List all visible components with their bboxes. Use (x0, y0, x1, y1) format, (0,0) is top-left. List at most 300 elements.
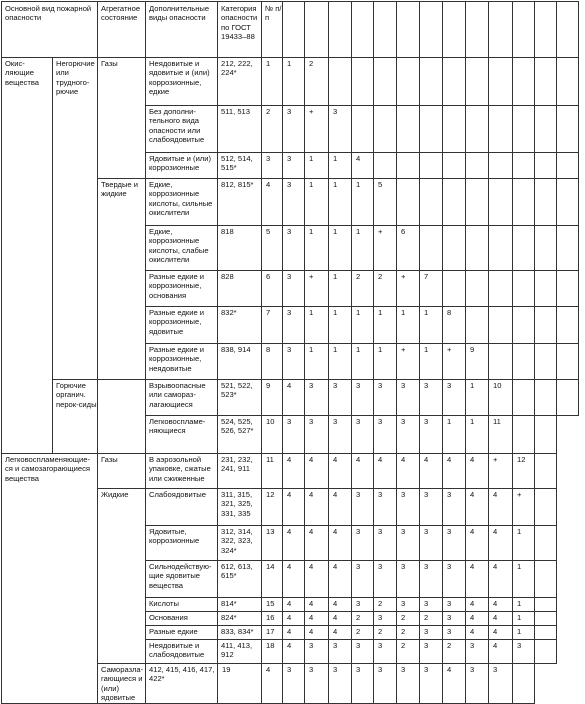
empty-cell (489, 153, 513, 179)
empty-cell (535, 598, 557, 612)
table-cell: 1 (420, 307, 443, 344)
row-number: 17 (262, 626, 283, 640)
hazard-description: Едкие, коррозионные кислоты, сильные окислители (146, 179, 218, 226)
empty-cell (513, 58, 535, 106)
table-cell: 1 (420, 344, 443, 380)
table-cell: 2 (397, 612, 420, 626)
empty-cell (420, 2, 443, 58)
group-oxidizing: Окис-ляющие вещества (2, 58, 53, 454)
table-cell: 4 (329, 626, 352, 640)
table-cell: 1 (397, 307, 420, 344)
empty-cell (535, 626, 557, 640)
table-cell: 4 (283, 489, 305, 526)
empty-cell (535, 344, 557, 380)
category-cell: 824* (218, 612, 262, 626)
table-cell: 3 (374, 664, 397, 704)
empty-cell (535, 226, 557, 271)
empty-cell (443, 179, 466, 226)
row-number: 7 (262, 307, 283, 344)
table-cell: 12 (513, 454, 535, 489)
empty-cell (374, 106, 397, 153)
empty-cell (557, 2, 579, 58)
table-cell: 4 (329, 526, 352, 561)
row-number: 1 (262, 58, 283, 106)
table-cell: 4 (305, 489, 329, 526)
row-number: 15 (262, 598, 283, 612)
header-state: Агрегатное состояние (98, 2, 146, 58)
table-cell: 4 (305, 626, 329, 640)
row-number: 5 (262, 226, 283, 271)
table-cell: 1 (329, 179, 352, 226)
empty-cell (489, 226, 513, 271)
empty-cell (374, 58, 397, 106)
table-cell: 3 (420, 598, 443, 612)
empty-cell (557, 106, 579, 153)
table-cell: 4 (443, 664, 466, 704)
table-cell: 1 (513, 598, 535, 612)
row-number: 6 (262, 271, 283, 307)
table-cell: 4 (489, 640, 513, 664)
table-cell: 1 (352, 226, 374, 271)
empty-cell (397, 58, 420, 106)
table-cell: 6 (397, 226, 420, 271)
empty-cell (557, 153, 579, 179)
empty-cell (397, 2, 420, 58)
table-cell: 3 (397, 526, 420, 561)
empty-cell (535, 640, 557, 664)
hazard-description: Сильнодействую-щие ядовитые вещества (146, 561, 218, 598)
hazard-description: Основания (146, 612, 218, 626)
row-number: 14 (262, 561, 283, 598)
table-cell: 4 (420, 454, 443, 489)
table-cell: 4 (489, 526, 513, 561)
category-cell: 311, 315, 321, 325, 331, 335 (218, 489, 262, 526)
table-cell: 3 (352, 598, 374, 612)
table-cell: 3 (420, 626, 443, 640)
table-cell: 3 (283, 106, 305, 153)
table-cell: 3 (283, 179, 305, 226)
table-cell: 3 (443, 598, 466, 612)
row-number: 11 (262, 454, 283, 489)
table-cell: 1 (513, 561, 535, 598)
table-cell: 4 (283, 561, 305, 598)
category-cell: 412, 415, 416, 417, 422* (146, 664, 218, 704)
table-cell: 2 (397, 640, 420, 664)
table-cell: 3 (283, 416, 305, 454)
table-cell: 4 (329, 454, 352, 489)
table-row (2, 58, 579, 106)
empty-cell (535, 2, 557, 58)
table-cell: 1 (305, 344, 329, 380)
empty-cell (513, 271, 535, 307)
table-cell: 3 (374, 640, 397, 664)
category-cell: 512, 514, 515* (218, 153, 262, 179)
empty-cell (535, 58, 557, 106)
table-cell: 4 (283, 380, 305, 416)
table-cell: 3 (420, 416, 443, 454)
table-cell: 4 (352, 153, 374, 179)
empty-cell (513, 380, 535, 416)
empty-cell (557, 307, 579, 344)
empty-cell (420, 106, 443, 153)
category-cell: 312, 314, 322, 323, 324* (218, 526, 262, 561)
table-header-row (2, 2, 579, 58)
table-cell: 3 (283, 153, 305, 179)
table-cell: 2 (443, 640, 466, 664)
empty-cell (329, 2, 352, 58)
table-cell: 4 (466, 526, 489, 561)
table-cell: 4 (262, 664, 283, 704)
table-cell: 1 (466, 380, 489, 416)
category-cell: 812, 815* (218, 179, 262, 226)
table-cell: 3 (283, 307, 305, 344)
empty-cell (489, 179, 513, 226)
table-cell: 1 (374, 307, 397, 344)
table-cell: 4 (329, 561, 352, 598)
group-organic-peroxides: Горючие органич. перок-сиды (53, 380, 98, 454)
table-cell: 4 (352, 454, 374, 489)
table-cell: 2 (397, 626, 420, 640)
category-cell: 524, 525, 526, 527* (218, 416, 262, 454)
table-cell: 3 (352, 416, 374, 454)
hazard-description: Едкие, коррозионные кислоты, слабые окислители (146, 226, 218, 271)
empty-cell (513, 179, 535, 226)
table-cell: 3 (420, 664, 443, 704)
empty-cell (420, 226, 443, 271)
hazard-description: Взрывоопасные или самораз-лагающиеся (146, 380, 218, 416)
table-cell: 3 (283, 226, 305, 271)
table-cell: 3 (397, 416, 420, 454)
empty-cell (443, 106, 466, 153)
category-cell: 411, 413, 912 (218, 640, 262, 664)
empty-cell (557, 226, 579, 271)
row-number: 9 (262, 380, 283, 416)
hazard-description: В аэрозольной упаковке, сжатые или сжиженные (146, 454, 218, 489)
empty-cell (513, 307, 535, 344)
empty-cell (557, 344, 579, 380)
empty-cell (352, 106, 374, 153)
table-cell: + (443, 344, 466, 380)
row-number: 2 (262, 106, 283, 153)
empty-cell (535, 271, 557, 307)
hazard-description: Разные едкие (146, 626, 218, 640)
empty-cell (535, 526, 557, 561)
group-nonflammable: Негорючие или трудного-рючие (53, 58, 98, 380)
table-cell: 4 (489, 489, 513, 526)
table-cell: 4 (283, 454, 305, 489)
table-cell: 1 (513, 526, 535, 561)
table-cell: 4 (466, 489, 489, 526)
empty-cell (535, 307, 557, 344)
empty-cell (489, 58, 513, 106)
empty-cell (489, 344, 513, 380)
table-cell: 3 (329, 664, 352, 704)
empty-cell (557, 179, 579, 226)
empty-cell (374, 2, 397, 58)
empty-cell (466, 153, 489, 179)
empty-cell (352, 2, 374, 58)
table-cell: 4 (466, 454, 489, 489)
state-gases: Газы (98, 58, 146, 179)
hazard-description: Разные едкие и коррозионные, неядовитые (146, 344, 218, 380)
table-cell: 3 (513, 640, 535, 664)
empty-cell (466, 106, 489, 153)
table-cell: 3 (352, 561, 374, 598)
table-cell: 1 (329, 153, 352, 179)
empty-cell (535, 416, 557, 454)
empty-cell (466, 179, 489, 226)
table-cell: 1 (443, 416, 466, 454)
table-cell: 3 (329, 416, 352, 454)
table-cell: 1 (283, 58, 305, 106)
empty-cell (535, 153, 557, 179)
table-cell: 4 (283, 526, 305, 561)
header-number: № п/п (262, 2, 283, 58)
empty-cell (489, 307, 513, 344)
empty-cell (557, 58, 579, 106)
empty-cell (535, 561, 557, 598)
category-cell: 521, 522, 523* (218, 380, 262, 416)
table-cell: 3 (305, 664, 329, 704)
empty-cell (466, 58, 489, 106)
category-cell: 818 (218, 226, 262, 271)
group-flammable: Легковоспламеняющие-ся и самозагорающиеся вещества (2, 454, 98, 704)
empty-cell (420, 153, 443, 179)
table-cell: 3 (374, 416, 397, 454)
table-cell: 4 (283, 626, 305, 640)
table-cell: 10 (489, 380, 513, 416)
row-number: 16 (262, 612, 283, 626)
empty-cell (443, 2, 466, 58)
table-cell: 3 (397, 489, 420, 526)
table-cell: 3 (420, 561, 443, 598)
table-cell: 3 (352, 640, 374, 664)
table-cell: 1 (329, 344, 352, 380)
hazard-description: Ядовитые, коррозионные (146, 526, 218, 561)
table-cell: 1 (329, 271, 352, 307)
table-cell: 4 (489, 598, 513, 612)
table-cell: 3 (397, 664, 420, 704)
empty-cell (535, 380, 557, 416)
table-cell: 4 (283, 640, 305, 664)
table-cell: + (305, 106, 329, 153)
empty-cell (466, 226, 489, 271)
table-cell: 4 (329, 489, 352, 526)
table-cell: 1 (352, 307, 374, 344)
table-cell: 4 (397, 454, 420, 489)
empty-cell (513, 2, 535, 58)
table-cell: 4 (305, 598, 329, 612)
table-cell: 7 (420, 271, 443, 307)
table-cell: 4 (489, 626, 513, 640)
table-cell: 1 (352, 179, 374, 226)
table-cell: 3 (305, 380, 329, 416)
empty-cell (557, 380, 579, 416)
table-cell: 3 (374, 561, 397, 598)
empty-cell (374, 153, 397, 179)
table-cell: 9 (466, 344, 489, 380)
row-number: 12 (262, 489, 283, 526)
table-cell: 4 (374, 454, 397, 489)
empty-cell (443, 153, 466, 179)
table-cell: 4 (466, 612, 489, 626)
table-cell: 4 (489, 561, 513, 598)
table-cell: 11 (489, 416, 513, 454)
table-cell: 4 (305, 526, 329, 561)
hazard-description: Легковоспламе-няющиеся (146, 416, 218, 454)
hazard-description: Без дополни-тельного вида опасности или слабоядовитые (146, 106, 218, 153)
category-cell: 231, 232, 241, 911 (218, 454, 262, 489)
table-cell: 3 (329, 106, 352, 153)
category-cell: 511, 513 (218, 106, 262, 153)
empty-cell (513, 416, 535, 454)
hazard-description: Разные едкие и коррозионные, основания (146, 271, 218, 307)
table-cell: 1 (466, 416, 489, 454)
row-number: 10 (262, 416, 283, 454)
empty-cell (489, 2, 513, 58)
table-cell: 5 (374, 179, 397, 226)
table-cell: 3 (374, 380, 397, 416)
state-liquid: Жидкие (98, 489, 146, 664)
table-cell: 3 (443, 626, 466, 640)
category-cell: 833, 834* (218, 626, 262, 640)
table-cell: 4 (305, 612, 329, 626)
empty-cell (98, 380, 146, 454)
row-number: 3 (262, 153, 283, 179)
table-cell: 3 (443, 561, 466, 598)
table-cell: 4 (305, 561, 329, 598)
table-cell: 4 (329, 598, 352, 612)
table-cell: 3 (466, 640, 489, 664)
table-cell: 2 (374, 626, 397, 640)
state-gases-2: Газы (98, 454, 146, 489)
empty-cell (466, 307, 489, 344)
table-cell: 4 (489, 612, 513, 626)
empty-cell (535, 454, 557, 489)
state-solid-liquid: Твердые и жидкие (98, 179, 146, 380)
hazard-description: Неядовитые и ядовитые и (или) коррозионные, едкие (146, 58, 218, 106)
header-additional-hazard: Дополнительные виды опасности (146, 2, 218, 58)
empty-cell (420, 58, 443, 106)
table-cell: 2 (420, 612, 443, 626)
empty-cell (513, 226, 535, 271)
empty-cell (557, 271, 579, 307)
table-cell: 3 (374, 526, 397, 561)
table-cell: 2 (374, 271, 397, 307)
table-cell: 1 (374, 344, 397, 380)
category-cell: 828 (218, 271, 262, 307)
table-cell: + (397, 344, 420, 380)
table-cell: 2 (374, 598, 397, 612)
table-cell: 1 (513, 626, 535, 640)
table-cell: 3 (329, 640, 352, 664)
table-cell: 3 (305, 416, 329, 454)
table-cell: 3 (443, 380, 466, 416)
empty-cell (535, 612, 557, 626)
table-cell: 4 (283, 612, 305, 626)
table-row (2, 454, 579, 489)
table-cell: 1 (305, 307, 329, 344)
empty-cell (352, 58, 374, 106)
empty-cell (513, 106, 535, 153)
empty-cell (535, 179, 557, 226)
hazard-description: Кислоты (146, 598, 218, 612)
table-cell: 2 (305, 58, 329, 106)
table-cell: 3 (283, 271, 305, 307)
table-cell: 3 (283, 664, 305, 704)
table-cell: 4 (443, 454, 466, 489)
empty-cell (283, 2, 305, 58)
empty-cell (420, 179, 443, 226)
table-cell: 3 (352, 380, 374, 416)
table-cell: 3 (443, 526, 466, 561)
table-cell: 1 (305, 153, 329, 179)
table-cell: + (397, 271, 420, 307)
table-cell: 3 (352, 489, 374, 526)
table-cell: + (305, 271, 329, 307)
table-cell: 3 (420, 526, 443, 561)
row-number: 4 (262, 179, 283, 226)
table-cell: 4 (329, 612, 352, 626)
table-cell: 3 (352, 664, 374, 704)
table-cell: 4 (305, 454, 329, 489)
table-cell: + (513, 489, 535, 526)
category-cell: 212, 222, 224* (218, 58, 262, 106)
table-cell: + (374, 226, 397, 271)
category-cell: 838, 914 (218, 344, 262, 380)
table-cell: 3 (420, 640, 443, 664)
table-cell: 3 (374, 489, 397, 526)
table-cell: 3 (443, 612, 466, 626)
empty-cell (443, 271, 466, 307)
table-cell: 1 (329, 226, 352, 271)
table-cell: 4 (466, 561, 489, 598)
header-main-hazard: Основной вид пожарной опасности (2, 2, 98, 58)
row-number: 13 (262, 526, 283, 561)
table-cell: 3 (443, 489, 466, 526)
empty-cell (489, 106, 513, 153)
table-cell: 1 (305, 179, 329, 226)
table-cell: 4 (466, 598, 489, 612)
table-cell: 3 (305, 640, 329, 664)
table-cell: 3 (397, 561, 420, 598)
hazard-description: Неядовитые и слабоядовитые (146, 640, 218, 664)
table-cell: 3 (352, 526, 374, 561)
table-cell: 3 (489, 664, 513, 704)
table-cell: 3 (420, 489, 443, 526)
segregation-table (1, 1, 579, 704)
table-cell: 8 (443, 307, 466, 344)
table-cell: 3 (329, 380, 352, 416)
empty-cell (443, 58, 466, 106)
header-category: Категория опасности по ГОСТ 19433–88 (218, 2, 262, 58)
row-number: 8 (262, 344, 283, 380)
hazard-description: Слабоядовитые (146, 489, 218, 526)
empty-cell (466, 271, 489, 307)
table-cell: 3 (374, 612, 397, 626)
table-cell: 3 (466, 664, 489, 704)
table-cell: 4 (466, 626, 489, 640)
table-cell: 3 (397, 380, 420, 416)
empty-cell (397, 153, 420, 179)
empty-cell (329, 58, 352, 106)
table-cell: 4 (283, 598, 305, 612)
empty-cell (489, 271, 513, 307)
empty-cell (535, 106, 557, 153)
category-cell: 832* (218, 307, 262, 344)
table-cell: 1 (513, 612, 535, 626)
empty-cell (513, 664, 535, 704)
